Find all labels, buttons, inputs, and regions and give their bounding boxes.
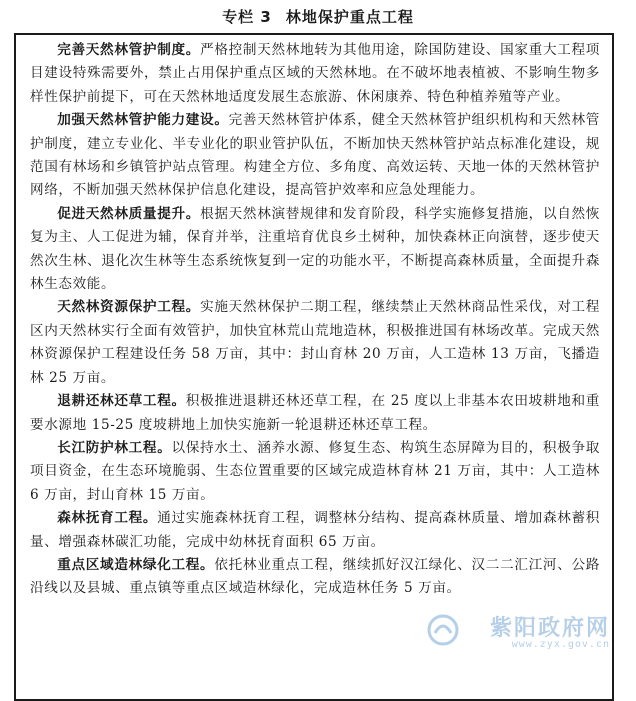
box-title-label: 专栏 3	[222, 8, 272, 26]
paragraph-management-capacity	[30, 109, 600, 203]
paragraph-body: 依托林业重点工程，继续抓好汉江绿化、汉二二汇江河、公路沿线以及县城、重点镇等重点区域造林绿化，完成造林任务 5 万亩。	[30, 556, 600, 597]
paragraph-lead: 天然林资源保护工程。	[57, 299, 201, 316]
paragraph-quality-improvement	[30, 203, 600, 297]
paragraph-forest-tending	[30, 507, 600, 554]
paragraph-body: 严格控制天然林地转为其他用途，除国防建设、国家重大工程项目建设特殊需要外，禁止占用保护重点区域的天然林地。在不破坏地表植被、不影响生物多样性保护前提下，可在天然林地适度发展生态旅游、休闲康养、特色种植养殖等产业。	[30, 42, 600, 105]
paragraph-lead: 完善天然林管护制度。	[57, 42, 201, 58]
paragraph-lead: 加强天然林管护能力建设。	[57, 112, 229, 129]
content-box	[14, 33, 614, 701]
box-title-text: 林地保护重点工程	[285, 8, 414, 26]
paragraph-lead: 重点区域造林绿化工程。	[57, 556, 215, 573]
paragraph-body: 以保持水土、涵养水源、修复生态、构筑生态屏障为目的，积极争取项目资金，在生态环境脆弱、生态位置重要的区域完成造林育林 21 万亩，其中：人工造林 6 万亩，封山育林 15 万亩。	[30, 439, 600, 503]
paragraph-yangtze-shelterbelt	[30, 437, 600, 507]
watermark-text: 紫阳政府网	[489, 616, 610, 641]
box-title	[0, 6, 636, 28]
paragraph-lead: 退耕还林还草工程。	[57, 393, 186, 410]
paragraph-lead: 促进天然林质量提升。	[57, 205, 201, 222]
paragraph-resource-protection	[30, 296, 600, 390]
paragraph-body: 积极推进退耕还林还草工程，在 25 度以上非基本农田坡耕地和重要水源地 15-25 度坡耕地上加快实施新一轮退耕还林还草工程。	[30, 393, 600, 433]
paragraph-natural-forest-system	[30, 39, 600, 109]
paragraph-body: 通过实施森林抚育工程，调整林分结构、提高森林质量、增加森林蓄积量、增强森林碳汇功能，完成中幼林抚育面积 65 万亩。	[30, 510, 600, 550]
paragraph-body: 实施天然林保护二期工程，继续禁止天然林商品性采伐，对工程区内天然林实行全面有效管护，加快宜林荒山荒地造林，积极推进国有林场改革。完成天然林资源保护工程建设任务 58 万亩，其中：封山育林 20 万亩，人工造林 13 万亩，飞播造林 25 万亩。	[30, 299, 600, 386]
paragraph-key-area-greening	[30, 554, 600, 601]
paragraph-farmland-to-forest	[30, 390, 600, 437]
paragraph-lead: 长江防护林工程。	[57, 439, 172, 456]
paragraph-lead: 森林抚育工程。	[57, 510, 158, 527]
watermark-url: www.zyx.gov.cn	[511, 639, 610, 650]
paragraph-body: 完善天然林管护体系，健全天然林管护组织机构和天然林管护制度，建立专业化、半专业化的职业管护队伍，不断加快天然林管护站点标准化建设，规范国有林场和乡镇管护站点管理。构建全方位、多角度、高效运转、天地一体的天然林管护网络，不断加强天然林保护信息化建设，提高管护效率和应急处理能力。	[30, 112, 600, 199]
paragraph-body: 根据天然林演替规律和发育阶段，科学实施修复措施，以自然恢复为主、人工促进为辅，保育并举，注重培育优良乡土树种，加快森林正向演替，逐步使天然次生林、退化次生林等生态系统恢复到一定的功能水平，不断提高森林质量，全面提升森林生态效能。	[30, 205, 600, 293]
